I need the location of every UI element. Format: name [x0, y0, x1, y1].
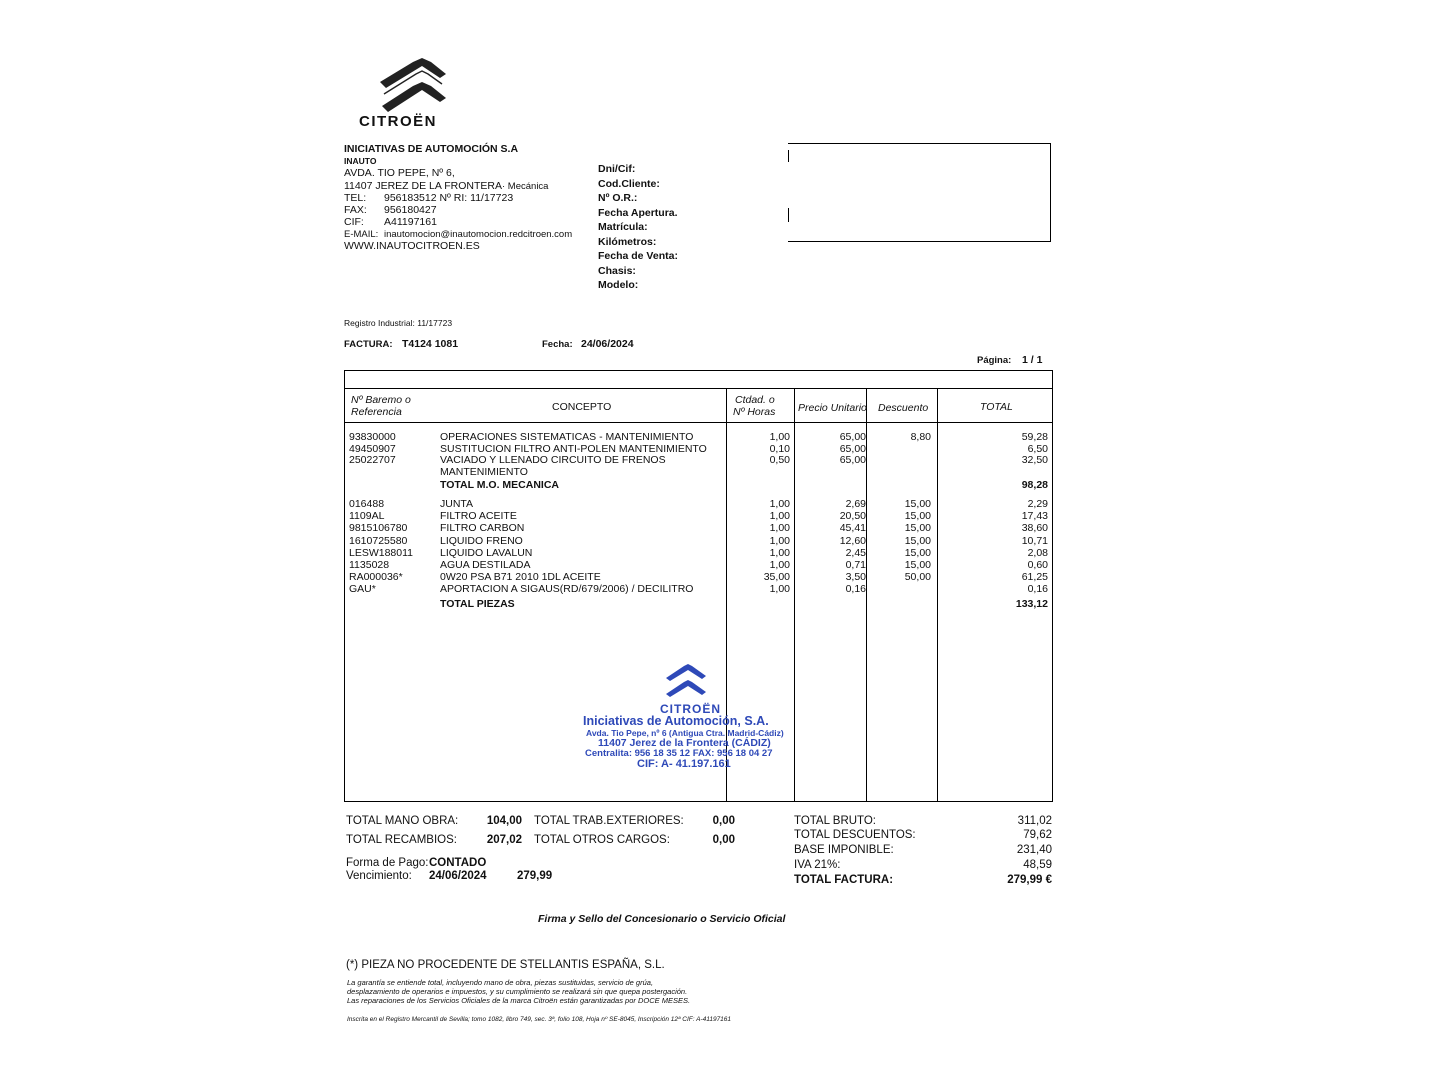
parts-ref-cell: GAU* — [349, 583, 376, 596]
parts-row — [345, 559, 1052, 571]
fecha-value: 24/06/2024 — [581, 338, 634, 350]
company-email: inautomocion@inautomocion.redcitroen.com — [384, 229, 573, 240]
parts-price-cell: 0,71 — [845, 559, 866, 571]
labor-total-cell: 59,28 — [1021, 431, 1048, 443]
company-address2: 11407 JEREZ DE LA FRONTERA — [344, 180, 502, 192]
labor-total-label: TOTAL M.O. MECANICA — [440, 479, 559, 491]
field-kilometros: Kilómetros: — [598, 236, 657, 248]
company-short: INAUTO — [344, 156, 377, 166]
parts-row — [345, 571, 1052, 583]
field-fecha-apertura: Fecha Apertura. — [598, 207, 678, 219]
header-precio: Precio Unitario — [798, 402, 867, 414]
parts-disc-cell: 15,00 — [904, 534, 931, 547]
parts-qty-cell: 1,00 — [769, 510, 790, 523]
company-cif: A41197161 — [384, 216, 437, 228]
parts-disc-cell: 50,00 — [904, 571, 931, 584]
field-dni: Dni/Cif: — [598, 163, 636, 175]
parts-ref-cell: 1135028 — [349, 559, 390, 571]
labor-price-cell: 65,00 — [839, 442, 866, 455]
company-fax-label: FAX: — [344, 204, 367, 216]
stamp-line5: CIF: A- 41.197.161 — [637, 758, 731, 770]
forma-pago-label: Forma de Pago: — [346, 857, 429, 869]
otros-value: 0,00 — [712, 834, 735, 846]
company-stamp — [578, 660, 798, 770]
parts-row — [345, 510, 1052, 522]
labor-row — [345, 454, 1052, 466]
labor-row — [345, 431, 1052, 443]
parts-total-cell: 0,16 — [1027, 583, 1048, 596]
labor-price-cell: 65,00 — [839, 431, 866, 443]
iva-value: 48,59 — [1023, 859, 1052, 871]
parts-ref-cell: RA000036* — [349, 571, 403, 584]
company-tel-label: TEL: — [344, 192, 367, 204]
parts-ref-cell: 9815106780 — [349, 522, 408, 535]
garantia-line2: desplazamiento de operarios e impuestos, y su cumplimiento se realizará sin que quepa postergación. — [347, 987, 688, 996]
parts-concept-cell: JUNTA — [440, 498, 474, 510]
stamp-line2: Avda. Tio Pepe, nº 6 (Antigua Ctra. Madrid-Cádiz) — [586, 728, 784, 738]
factura-label: FACTURA: — [344, 339, 393, 350]
parts-total-cell: 38,60 — [1021, 522, 1048, 535]
header-qty-line1: Ctdad. o — [735, 394, 775, 406]
client-box-mark-top — [788, 150, 789, 162]
iva-label: IVA 21%: — [794, 859, 841, 871]
brand-logo — [359, 54, 472, 134]
base-label: BASE IMPONIBLE: — [794, 844, 894, 856]
labor-price-cell: 65,00 — [839, 454, 866, 466]
labor-row — [345, 443, 1052, 455]
citroen-chevrons-icon — [372, 54, 472, 114]
parts-ref-cell: 1610725580 — [349, 534, 408, 547]
company-cif-label: CIF: — [344, 216, 364, 228]
labor-total-value: 98,28 — [1021, 479, 1048, 491]
trab-ext-label: TOTAL TRAB.EXTERIORES: — [534, 815, 684, 827]
firma-line: Firma y Sello del Concesionario o Servicio Oficial — [538, 913, 786, 925]
parts-total-cell: 0,60 — [1027, 559, 1048, 571]
vencimiento-amount: 279,99 — [517, 870, 553, 882]
factura-number: T4124 1081 — [402, 338, 459, 350]
base-value: 231,40 — [1016, 844, 1052, 856]
company-dept: · Mecánica — [502, 181, 549, 192]
company-web: WWW.INAUTOCITROEN.ES — [344, 240, 480, 252]
recambios-label: TOTAL RECAMBIOS: — [346, 834, 457, 846]
parts-total-cell: 10,71 — [1021, 534, 1048, 547]
parts-concept-cell: FILTRO ACEITE — [440, 510, 517, 523]
vencimiento-label: Vencimiento: — [346, 870, 412, 882]
parts-row — [345, 498, 1052, 510]
labor-concept-cell: OPERACIONES SISTEMATICAS - MANTENIMIENTO — [440, 431, 694, 443]
parts-disc-cell: 15,00 — [904, 559, 931, 571]
parts-price-cell: 45,41 — [839, 522, 866, 535]
labor-total-cell: 32,50 — [1021, 454, 1048, 466]
company-fax: 956180427 — [384, 204, 437, 216]
descuentos-label: TOTAL DESCUENTOS: — [794, 829, 916, 841]
stamp-line4: Centralita: 956 18 35 12 FAX: 956 18 04 27 — [585, 748, 773, 759]
bruto-value: 311,02 — [1017, 815, 1052, 827]
parts-disc-cell: 15,00 — [904, 510, 931, 523]
parts-qty-cell: 1,00 — [769, 546, 790, 559]
labor-concept-cell: VACIADO Y LLENADO CIRCUITO DE FRENOS — [440, 454, 666, 466]
parts-qty-cell: 1,00 — [769, 559, 790, 571]
header-total: TOTAL — [980, 401, 1013, 413]
parts-row — [345, 547, 1052, 559]
parts-concept-cell: FILTRO CARBON — [440, 522, 525, 535]
labor-concept-cell: MANTENIMIENTO — [440, 465, 528, 478]
vencimiento-date: 24/06/2024 — [429, 870, 487, 882]
mano-obra-label: TOTAL MANO OBRA: — [346, 815, 459, 827]
client-address-box — [788, 143, 1051, 242]
parts-concept-cell: AGUA DESTILADA — [440, 559, 531, 571]
table-header-line — [345, 422, 1052, 423]
parts-qty-cell: 1,00 — [769, 498, 790, 510]
pagina-value: 1 / 1 — [1022, 354, 1043, 366]
parts-qty-cell: 1,00 — [769, 522, 790, 535]
descuentos-value: 79,62 — [1023, 829, 1052, 841]
parts-price-cell: 12,60 — [839, 534, 866, 547]
parts-price-cell: 2,45 — [845, 546, 866, 559]
labor-qty-cell: 0,50 — [769, 454, 790, 466]
recambios-value: 207,02 — [486, 834, 522, 846]
header-qty-line2: Nº Horas — [733, 406, 776, 418]
parts-disc-cell: 15,00 — [904, 498, 931, 510]
labor-ref-cell: 93830000 — [349, 431, 396, 443]
field-cod-cliente: Cod.Cliente: — [598, 178, 660, 190]
parts-disc-cell: 15,00 — [904, 522, 931, 535]
stamp-chevrons-icon — [662, 660, 714, 700]
registro-mercantil: Inscrita en el Registro Mercantil de Sevilla; tomo 1082, libro 749, sec. 3ª, folio 108, Hoja nº SE-8045, Inscripción 12ª CIF: A-41197161 — [347, 1016, 732, 1023]
table-top-band-line — [345, 388, 1052, 389]
parts-concept-cell: APORTACION A SIGAUS(RD/679/2006) / DECILITRO — [440, 583, 694, 596]
total-factura-label: TOTAL FACTURA: — [794, 874, 894, 886]
client-box-mark-mid — [788, 208, 789, 222]
labor-ref-cell: 25022707 — [349, 454, 396, 466]
garantia-line1: La garantía se entiende total, incluyendo mano de obra, piezas sustituidas, servicio de grúa, — [347, 978, 654, 987]
garantia-line3: Las reparaciones de los Servicios Oficiales de la marca Citroën están garantizadas por DOCE MESES. — [347, 996, 691, 1005]
parts-total-value: 133,12 — [1015, 598, 1048, 610]
field-fecha-venta: Fecha de Venta: — [598, 250, 678, 262]
labor-qty-cell: 0,10 — [769, 442, 790, 455]
stamp-brand: CITROËN — [660, 702, 721, 716]
parts-ref-cell: 016488 — [349, 498, 385, 510]
company-name: INICIATIVAS DE AUTOMOCIÓN S.A — [344, 143, 519, 155]
otros-label: TOTAL OTROS CARGOS: — [534, 834, 670, 846]
parts-total-label: TOTAL PIEZAS — [440, 598, 515, 610]
parts-qty-cell: 35,00 — [763, 571, 790, 584]
parts-concept-cell: 0W20 PSA B71 2010 1DL ACEITE — [440, 571, 601, 584]
forma-pago-value: CONTADO — [429, 857, 487, 869]
labor-concept-cell: SUSTITUCION FILTRO ANTI-POLEN MANTENIMIENTO — [440, 442, 707, 455]
parts-qty-cell: 1,00 — [769, 583, 790, 596]
parts-total-cell: 17,43 — [1021, 510, 1048, 523]
pagina-label: Página: — [977, 355, 1012, 366]
parts-price-cell: 2,69 — [845, 498, 866, 510]
field-matricula: Matrícula: — [598, 221, 648, 233]
fecha-label: Fecha: — [542, 339, 573, 350]
stamp-line3: 11407 Jerez de la Frontera (CÁDIZ) — [598, 737, 771, 749]
header-concepto: CONCEPTO — [552, 401, 612, 413]
company-address1: AVDA. TIO PEPE, Nº 6, — [344, 167, 455, 179]
field-or: Nº O.R.: — [598, 192, 638, 204]
parts-disc-cell: 15,00 — [904, 546, 931, 559]
parts-total-cell: 61,25 — [1021, 571, 1048, 584]
brand-wordmark: CITROËN — [359, 113, 437, 130]
labor-qty-cell: 1,00 — [769, 431, 790, 443]
stamp-line1: Iniciativas de Automoción, S.A. — [583, 714, 769, 728]
company-tel: 956183512 Nº RI: 11/17723 — [384, 192, 514, 204]
bruto-label: TOTAL BRUTO: — [794, 815, 877, 827]
parts-total-cell: 2,29 — [1027, 498, 1048, 510]
mano-obra-value: 104,00 — [486, 815, 522, 827]
parts-ref-cell: 1109AL — [349, 510, 385, 523]
field-modelo: Modelo: — [598, 279, 639, 291]
parts-ref-cell: LESW188011 — [349, 546, 414, 559]
field-chasis: Chasis: — [598, 265, 636, 277]
parts-price-cell: 20,50 — [839, 510, 866, 523]
company-registro: Registro Industrial: 11/17723 — [344, 318, 453, 328]
parts-row — [345, 583, 1052, 595]
total-factura-value: 279,99 € — [1007, 874, 1052, 886]
trab-ext-value: 0,00 — [712, 815, 735, 827]
parts-price-cell: 0,16 — [845, 583, 866, 596]
parts-concept-cell: LIQUIDO FRENO — [440, 534, 523, 547]
parts-row — [345, 535, 1052, 547]
labor-disc-cell: 8,80 — [910, 431, 931, 443]
labor-ref-cell: 49450907 — [349, 442, 396, 455]
pieza-note: (*) PIEZA NO PROCEDENTE DE STELLANTIS ESPAÑA, S.L. — [346, 959, 665, 971]
header-ref-line1: Nº Baremo o — [351, 394, 411, 406]
labor-total-cell: 6,50 — [1027, 442, 1048, 455]
parts-concept-cell: LIQUIDO LAVALUN — [440, 546, 533, 559]
parts-row — [345, 522, 1052, 534]
parts-price-cell: 3,50 — [845, 571, 866, 584]
parts-qty-cell: 1,00 — [769, 534, 790, 547]
parts-total-cell: 2,08 — [1027, 546, 1048, 559]
header-ref-line2: Referencia — [351, 406, 402, 418]
labor-row — [345, 466, 1052, 478]
header-descuento: Descuento — [878, 402, 929, 414]
company-email-label: E-MAIL: — [344, 229, 379, 240]
